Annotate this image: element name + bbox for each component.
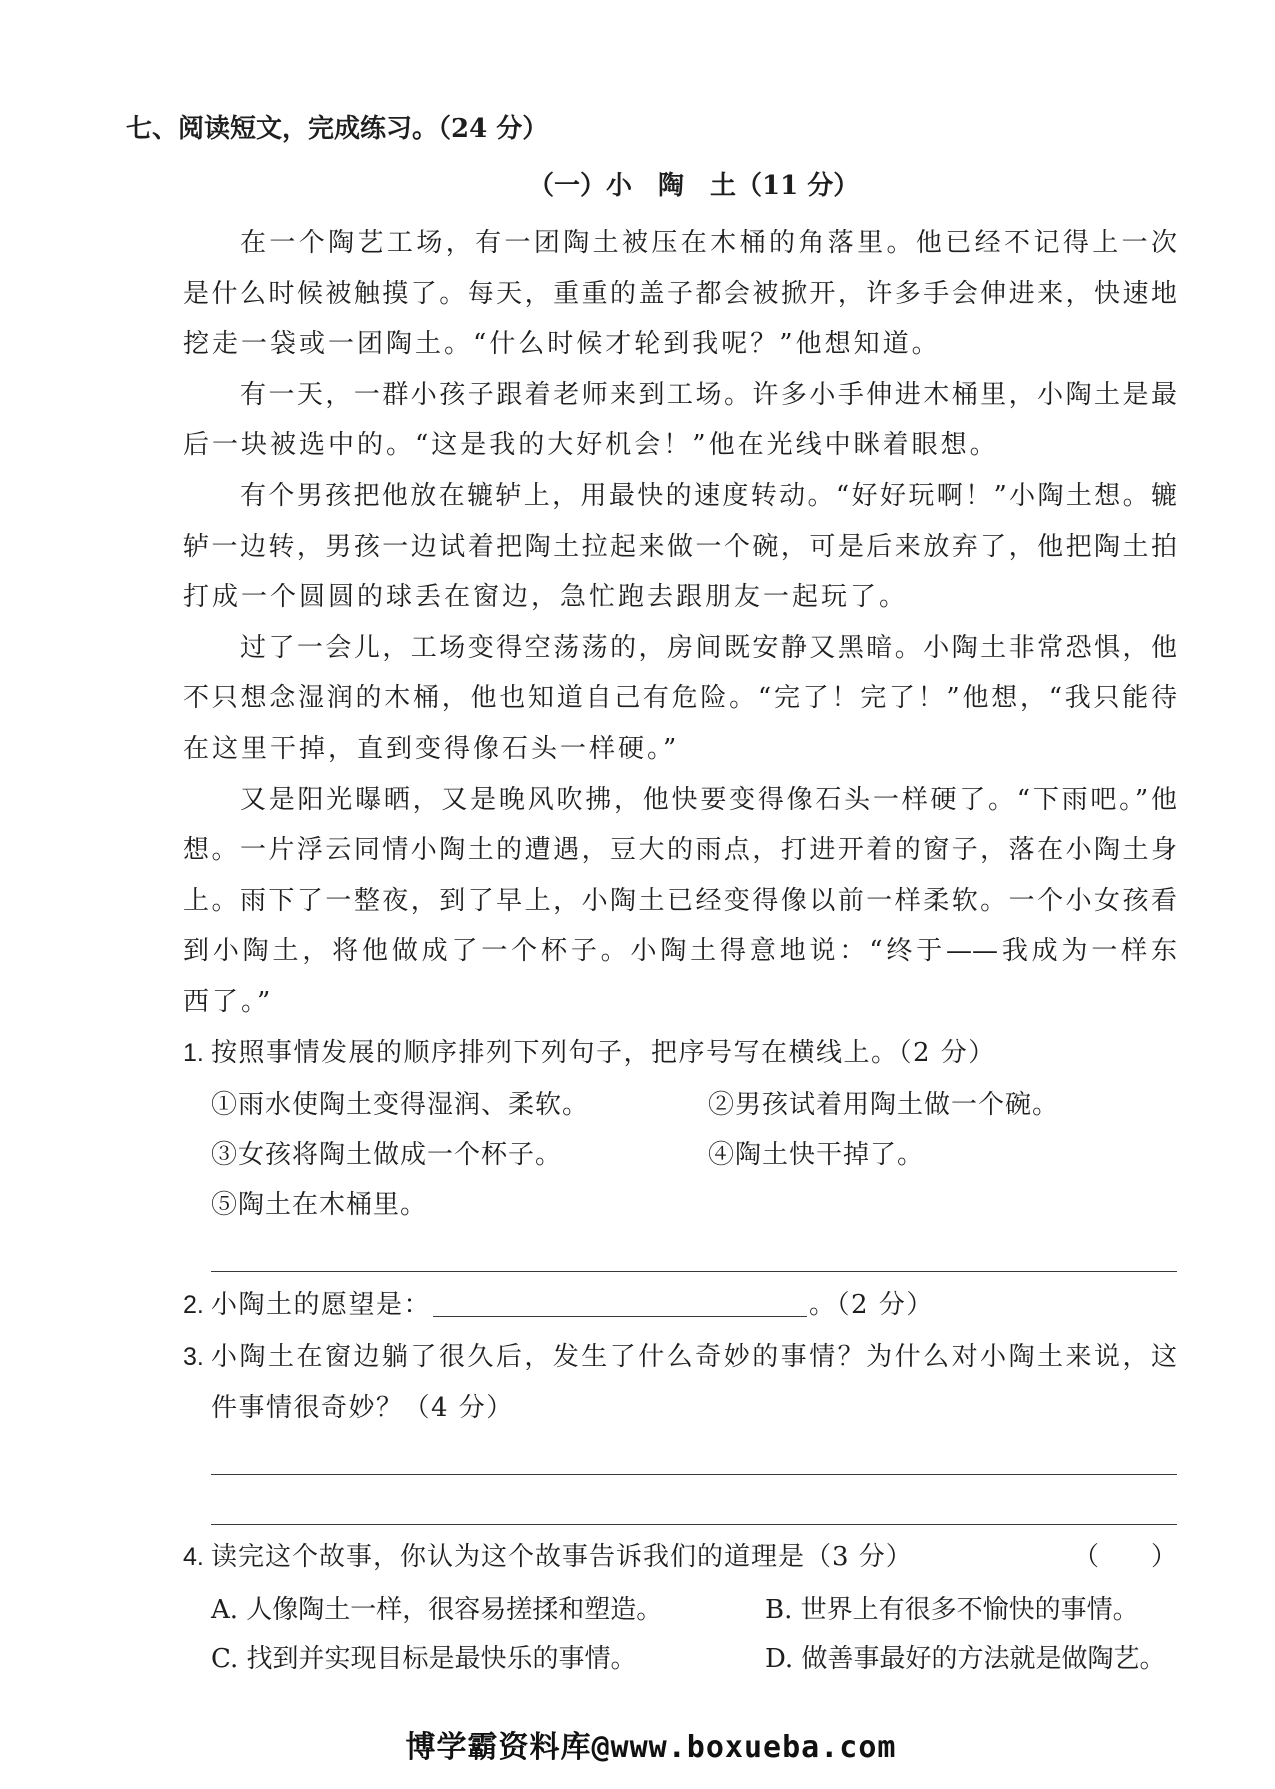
option-a: A. 人像陶土一样，很容易搓揉和塑造。 — [211, 1595, 663, 1625]
answer-line — [211, 1524, 1177, 1525]
question-number: 4. — [183, 1543, 204, 1571]
question-prefix: 小陶土的愿望是： — [211, 1290, 432, 1320]
paragraph-line: 想。一片浮云同情小陶土的遭遇，豆大的雨点，打进开着的窗子，落在小陶土身 — [183, 835, 1177, 865]
question-number: 1. — [183, 1039, 204, 1067]
answer-blank — [433, 1286, 807, 1317]
option-d: D. 做善事最好的方法就是做陶艺。 — [765, 1644, 1166, 1674]
question-text-line: 小陶土在窗边躺了很久后，发生了什么奇妙的事情？为什么对小陶土来说，这 — [211, 1342, 1177, 1372]
paragraph-line: 西了。” — [183, 987, 274, 1017]
question-number: 3. — [183, 1343, 204, 1371]
answer-line — [211, 1271, 1177, 1272]
paragraph-line: 是什么时候被触摸了。每天，重重的盖子都会被掀开，许多手会伸进来，快速地 — [183, 279, 1177, 309]
question-suffix: 。（2 分） — [809, 1290, 934, 1320]
paragraph-line: 轳一边转，男孩一边试着把陶土拉起来做一个碗，可是后来放弃了，他把陶土拍 — [183, 532, 1177, 562]
sequence-item: ④陶土快干掉了。 — [708, 1140, 925, 1170]
paragraph-line: 不只想念湿润的木桶，他也知道自己有危险。“完了！完了！”他想，“我只能待 — [183, 683, 1177, 713]
paragraph-line: 后一块被选中的。“这是我的大好机会！”他在光线中眯着眼想。 — [183, 430, 999, 460]
question-text — [211, 1280, 934, 1330]
question-text: 读完这个故事，你认为这个故事告诉我们的道理是（3 分） — [211, 1542, 913, 1572]
question-text-line: 件事情很奇妙？（4 分） — [211, 1393, 514, 1423]
sequence-item: ⑤陶土在木桶里。 — [211, 1190, 428, 1220]
sequence-item: ①雨水使陶土变得湿润、柔软。 — [211, 1090, 590, 1120]
watermark: 博学霸资料库@www.boxueba.com — [405, 1730, 897, 1765]
answer-line — [211, 1474, 1177, 1475]
question-number: 2. — [183, 1291, 204, 1319]
section-title: 七、阅读短文，完成练习。（24 分） — [126, 114, 549, 144]
paragraph-line: 有个男孩把他放在辘轳上，用最快的速度转动。“好好玩啊！”小陶土想。辘 — [240, 481, 1177, 511]
option-c: C. 找到并实现目标是最快乐的事情。 — [211, 1644, 637, 1674]
paragraph-line: 又是阳光曝晒，又是晚风吹拂，他快要变得像石头一样硬了。“下雨吧。”他 — [240, 785, 1177, 815]
question-text: 按照事情发展的顺序排列下列句子，把序号写在横线上。（2 分） — [211, 1038, 996, 1068]
sequence-item: ③女孩将陶土做成一个杯子。 — [211, 1140, 563, 1170]
paragraph-line: 打成一个圆圆的球丢在窗边，急忙跑去跟朋友一起玩了。 — [183, 582, 909, 612]
paragraph-line: 上。雨下了一整夜，到了早上，小陶土已经变得像以前一样柔软。一个小女孩看 — [183, 886, 1177, 916]
paragraph-line: 到小陶土，将他做成了一个杯子。小陶土得意地说：“终于——我成为一样东 — [183, 936, 1177, 966]
sequence-item: ②男孩试着用陶土做一个碗。 — [708, 1090, 1060, 1120]
option-b: B. 世界上有很多不愉快的事情。 — [765, 1595, 1139, 1625]
paragraph-line: 过了一会儿，工场变得空荡荡的，房间既安静又黑暗。小陶土非常恐惧，他 — [240, 633, 1177, 663]
paragraph-line: 有一天，一群小孩子跟着老师来到工场。许多小手伸进木桶里，小陶土是最 — [240, 380, 1177, 410]
paragraph-line: 在一个陶艺工场，有一团陶土被压在木桶的角落里。他已经不记得上一次 — [240, 228, 1177, 258]
paragraph-line: 挖走一袋或一团陶土。“什么时候才轮到我呢？”他想知道。 — [183, 329, 941, 359]
passage-title: （一）小 陶 土（11 分） — [528, 171, 860, 201]
answer-bracket: （ ） — [1073, 1542, 1178, 1572]
paragraph-line: 在这里干掉，直到变得像石头一样硬。” — [183, 734, 680, 764]
